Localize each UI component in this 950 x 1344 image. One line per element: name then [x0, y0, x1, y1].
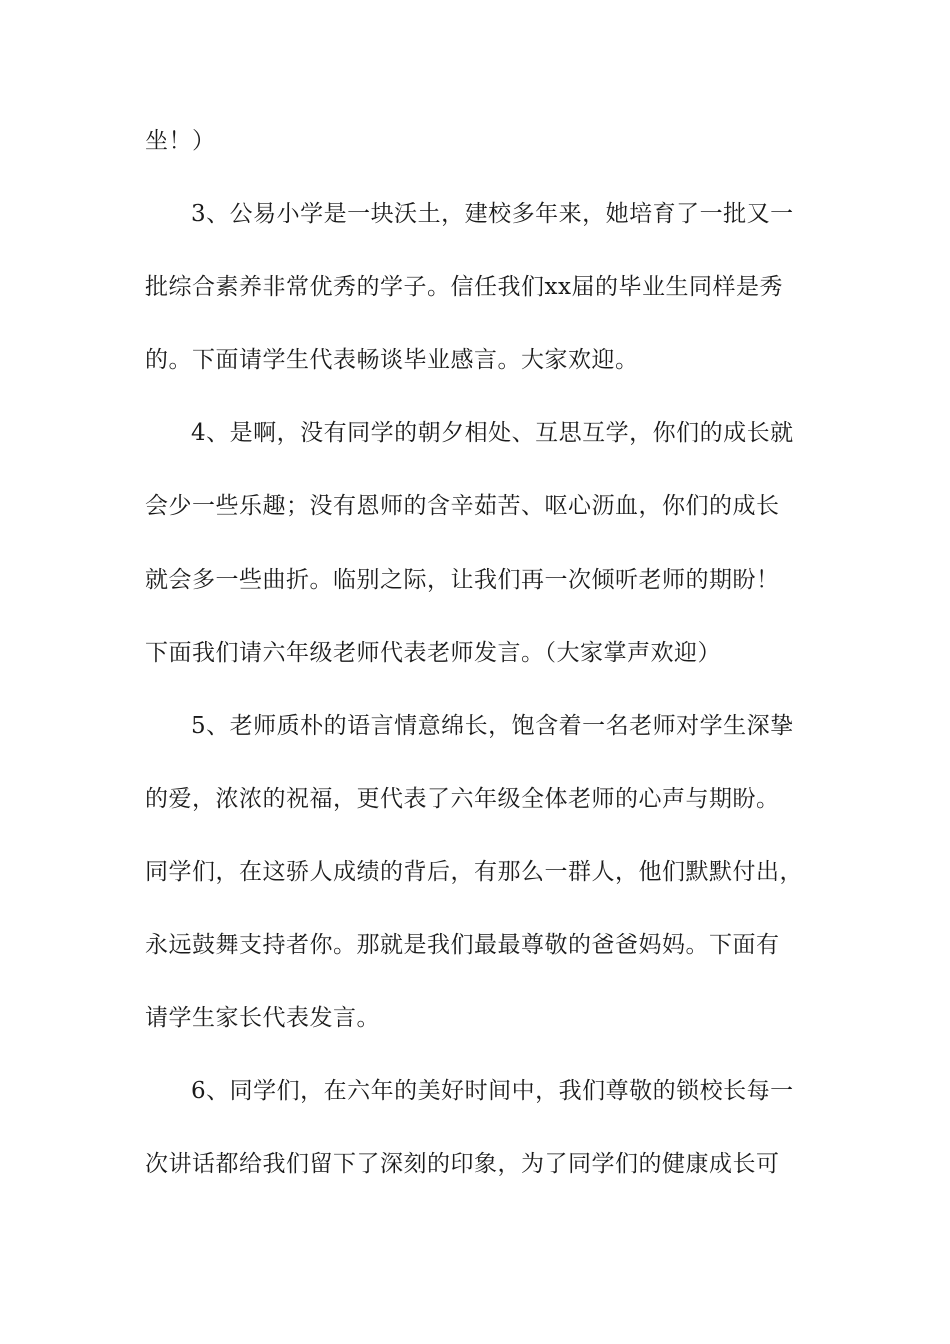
- text-line: 6、同学们，在六年的美好时间中，我们尊敬的锁校长每一: [191, 1078, 794, 1105]
- text-line: 请学生家长代表发言。: [145, 1005, 380, 1032]
- text-line: 4、是啊，没有同学的朝夕相处、互思互学，你们的成长就: [191, 420, 794, 447]
- text-line: 就会多一些曲折。临别之际，让我们再一次倾听老师的期盼！: [145, 566, 780, 593]
- text-line: 会少一些乐趣；没有恩师的含辛茹苦、呕心沥血，你们的成长: [145, 493, 780, 520]
- text-line: 的。下面请学生代表畅谈毕业感言。大家欢迎。: [145, 347, 639, 374]
- text-line: 同学们，在这骄人成绩的背后，有那么一群人，他们默默付出，: [145, 858, 803, 885]
- text-line: 次讲话都给我们留下了深刻的印象，为了同学们的健康成长可: [145, 1151, 780, 1178]
- text-line: 永远鼓舞支持者你。那就是我们最最尊敬的爸爸妈妈。下面有: [145, 932, 780, 959]
- text-line: 3、公易小学是一块沃土，建校多年来，她培育了一批又一: [191, 201, 794, 228]
- body-text: [145, 129, 810, 1225]
- text-line: 下面我们请六年级老师代表老师发言。（大家掌声欢迎）: [145, 639, 721, 666]
- text-line: 坐！）: [145, 128, 216, 154]
- text-line: 的爱，浓浓的祝福，更代表了六年级全体老师的心声与期盼。: [145, 785, 780, 812]
- text-line: 5、老师质朴的语言情意绵长，饱含着一名老师对学生深挚: [191, 712, 794, 739]
- text-line: 批综合素养非常优秀的学子。信任我们xx届的毕业生同样是秀: [145, 274, 783, 301]
